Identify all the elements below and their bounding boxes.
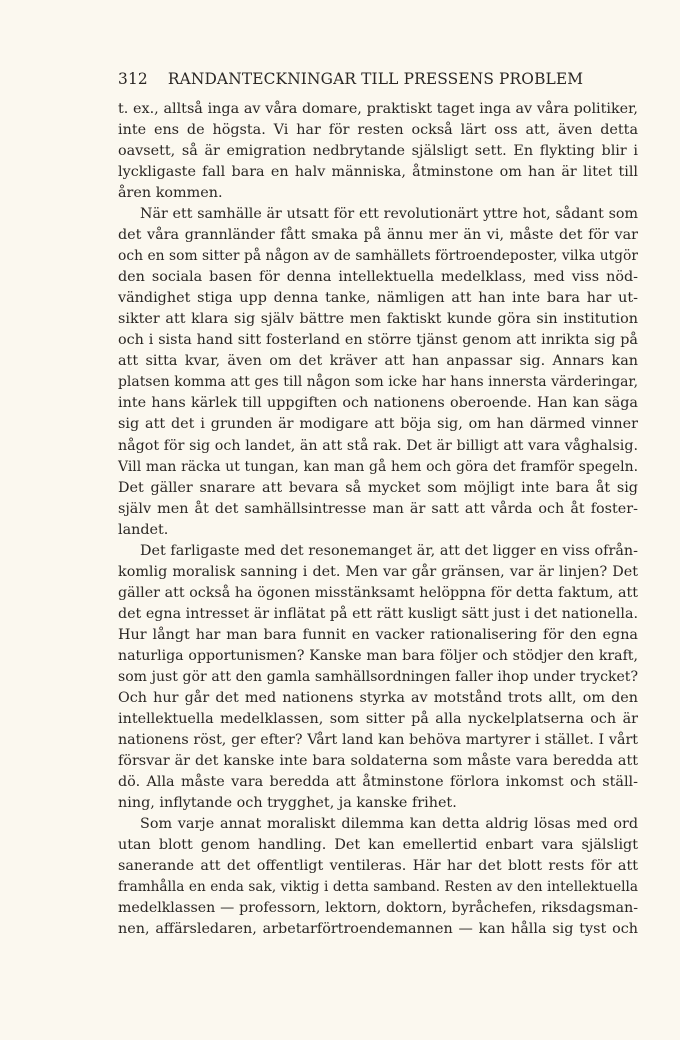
text-line: Det gäller snarare att bevara så mycket som möjligt inte bara åt sig [118,479,638,496]
text-line: vändighet stiga upp denna tanke, nämligen att han inte bara har ut- [118,290,638,307]
text-line: Vill man räcka ut tungan, kan man gå hem och göra det framför spegeln. [118,458,638,475]
text-line: dö. Alla måste vara beredda att åtminstone förlora inkomst och ställ- [118,774,638,790]
text-line: nationens röst, ger efter? Vårt land kan behöva martyrer i stället. I vårt [118,731,638,748]
text-line: och en som sitter på någon av de samhällets förtroendeposter, vilka utgör [118,248,638,265]
text-line: komlig moralisk sanning i det. Men var går gränsen, var är linjen? Det [118,563,638,580]
text-line: oavsett, så är emigration nedbrytande själsligt sett. En flykting blir i [118,143,638,160]
text-line: lyckligaste fall bara en halv människa, åtminstone om han är litet till [118,164,638,181]
text-line: som just gör att den gamla samhällsordningen faller ihop under trycket? [118,668,638,685]
text-line: Hur långt har man bara funnit en vacker rationalisering för den egna [118,626,638,643]
text-line: det egna intresset är inflätat på ett rätt kusligt sätt just i det nationella. [118,605,638,622]
text-line: inte hans kärlek till uppgiften och nationens oberoende. Han kan säga [118,395,638,412]
text-line: Som varje annat moraliskt dilemma kan detta aldrig lösas med ord [140,816,638,833]
text-line: gäller att också ha ögonen misstänksamt helöppna för detta faktum, att [118,584,638,601]
text-line: sig att det i grunden är modigare att böja sig, om han därmed vinner [118,416,638,433]
text-line: åren kommen. [118,185,223,202]
text-line: När ett samhälle är utsatt för ett revolutionärt yttre hot, sådant som [140,206,638,223]
text-line: det våra grannländer fått smaka på ännu mer än vi, måste det för var [118,227,638,244]
text-line: ning, inflytande och trygghet, ja kanske frihet. [118,795,457,812]
text-line: själv men åt det samhällsintresse man är satt att vårda och åt foster- [118,500,638,517]
running-title: RANDANTECKNINGAR TILL PRESSENS PROBLEM [167,70,584,88]
text-line: Det farligaste med det resonemanget är, att det ligger en viss ofrån- [140,542,638,559]
running-header [118,69,638,89]
text-line: inte ens de högsta. Vi har för resten också lärt oss att, även detta [118,122,638,139]
text-line: försvar är det kanske inte bara soldaterna som måste vara beredda att [118,752,638,769]
text-line: platsen komma att ges till någon som icke har hans innersta värderingar, [118,374,638,391]
body-text [118,99,638,940]
text-line: intellektuella medelklassen, som sitter på alla nyckelplatserna och är [118,710,638,727]
text-line: den sociala basen för denna intellektuella medelklass, med viss nöd- [118,269,638,286]
text-line: Och hur går det med nationens styrka av motstånd trots allt, om den [118,689,638,706]
text-line: sanerande att det offentligt ventileras. Här har det blott rests för att [118,858,638,875]
text-line: sikter att klara sig själv bättre men faktiskt kunde göra sin institution [118,311,638,328]
text-line: landet. [118,521,169,538]
text-line: framhålla en enda sak, viktig i detta samband. Resten av den intellektuella [118,879,638,896]
text-line: t. ex., alltså inga av våra domare, praktiskt taget inga av våra politiker, [118,101,638,117]
text-line: utan blott genom handling. Det kan emellertid enbart vara själsligt [118,837,638,854]
page-number: 312 [118,70,148,88]
text-line: naturliga opportunismen? Kanske man bara följer och stödjer den kraft, [118,647,638,664]
text-line: att sitta kvar, även om det kräver att han anpassar sig. Annars kan [118,353,638,370]
text-line: något för sig och landet, än att stå rak. Det är billigt att vara våghalsig. [118,437,638,454]
text-line: och i sista hand sitt fosterland en större tjänst genom att inrikta sig på [118,332,638,349]
text-line: nen, affärsledaren, arbetarförtroendemannen — kan hålla sig tyst och [118,921,638,938]
text-line: medelklassen — professorn, lektorn, doktorn, byråchefen, riksdagsman- [118,900,638,917]
